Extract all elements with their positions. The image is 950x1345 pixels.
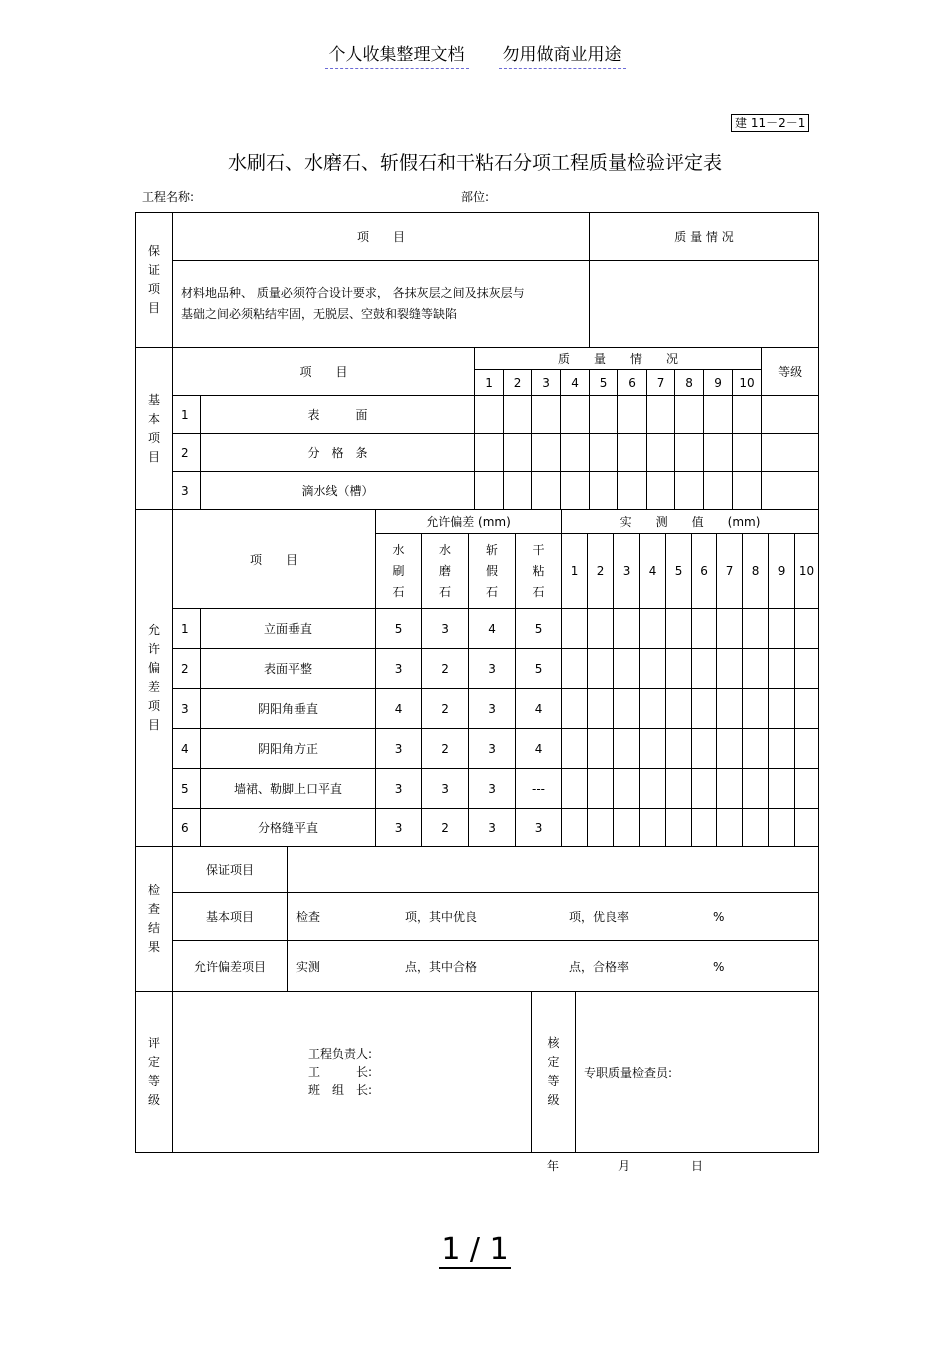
date-day: 日 — [691, 1159, 704, 1173]
check-guarantee-label: 保证项目 — [173, 847, 288, 893]
header-left: 个人收集整理文档 — [325, 45, 469, 69]
basic-item-header: 项 目 — [173, 348, 475, 396]
check-label: 检 查 结 果 — [136, 847, 173, 992]
guarantee-quality-header: 质 量 情 况 — [590, 213, 819, 261]
row-number: 2 — [173, 649, 201, 689]
grade-cell[interactable] — [762, 472, 819, 510]
form-code: 建 11－2－1 — [731, 114, 809, 132]
date-month: 月 — [618, 1159, 631, 1173]
dev-value: 3 — [376, 769, 422, 809]
basic-col-num: 1 — [475, 370, 504, 396]
dev-value: 3 — [469, 729, 516, 769]
basic-label: 基 本 项 目 — [136, 348, 173, 510]
row-number: 3 — [173, 472, 201, 510]
table-row — [136, 649, 819, 689]
row-number: 6 — [173, 809, 201, 847]
table-row — [136, 396, 819, 434]
dev-value: 3 — [469, 649, 516, 689]
dev-value: 5 — [376, 609, 422, 649]
dev-value: 4 — [469, 609, 516, 649]
row-name: 滴水线（槽） — [201, 472, 475, 510]
dev-value: 2 — [422, 729, 469, 769]
dev-value: 2 — [422, 689, 469, 729]
table-row — [136, 609, 819, 649]
row-name: 阴阳角方正 — [201, 729, 376, 769]
guarantee-quality-cell[interactable] — [590, 261, 819, 348]
row-name: 立面垂直 — [201, 609, 376, 649]
dev-value: 3 — [376, 729, 422, 769]
check-basic-result[interactable]: 检查 项，其中优良 项，优良率 % — [288, 893, 819, 941]
dev-value: 4 — [516, 689, 562, 729]
row-name: 表 面 — [201, 396, 475, 434]
dev-value: 3 — [376, 649, 422, 689]
allowance-section — [135, 509, 819, 847]
grade-cell[interactable] — [762, 396, 819, 434]
evaluate-label: 评 定 等 级 — [136, 992, 173, 1153]
dev-value: 2 — [422, 649, 469, 689]
measured-col-num: 3 — [614, 534, 640, 609]
row-name: 阴阳角垂直 — [201, 689, 376, 729]
basic-section — [135, 347, 819, 510]
check-allow-result[interactable]: 实测 点，其中合格 点，合格率 % — [288, 941, 819, 992]
inspector-cell[interactable] — [576, 992, 819, 1153]
basic-col-num: 4 — [561, 370, 590, 396]
page-title: 水刷石、水磨石、斩假石和干粘石分项工程质量检验评定表 — [227, 152, 722, 174]
evaluate-section — [135, 991, 819, 1153]
foreman-label: 工 长: — [308, 1065, 373, 1079]
measured-col-num: 8 — [743, 534, 769, 609]
group-leader-label: 班 组 长: — [308, 1083, 373, 1097]
row-name: 墙裙、勒脚上口平直 — [201, 769, 376, 809]
date-year: 年 — [547, 1159, 560, 1173]
dev-value: 3 — [376, 809, 422, 847]
basic-col-num: 8 — [675, 370, 704, 396]
basic-col-num: 2 — [504, 370, 532, 396]
table-row — [136, 689, 819, 729]
basic-col-num: 3 — [532, 370, 561, 396]
basic-col-num: 9 — [704, 370, 733, 396]
measured-col-num: 7 — [717, 534, 743, 609]
dev-value: 3 — [469, 689, 516, 729]
measured-col-num: 9 — [769, 534, 795, 609]
basic-col-num: 10 — [733, 370, 762, 396]
guarantee-section — [135, 212, 819, 348]
dev-value: 2 — [422, 809, 469, 847]
inspector-label: 专职质量检查员: — [584, 1065, 673, 1080]
basic-grade-header: 等级 — [762, 348, 819, 396]
table-row — [136, 769, 819, 809]
check-guarantee-result[interactable] — [288, 847, 819, 893]
basic-quality-header: 质 量 情 况 — [475, 348, 762, 370]
allowance-item-header: 项 目 — [173, 510, 376, 609]
dev-value: 3 — [422, 609, 469, 649]
dev-value: 5 — [516, 649, 562, 689]
measured-col-num: 10 — [795, 534, 819, 609]
row-name: 分格缝平直 — [201, 809, 376, 847]
guarantee-item-header: 项 目 — [173, 213, 590, 261]
type-shuishua: 水 刷 石 — [376, 534, 422, 609]
type-shuimo: 水 磨 石 — [422, 534, 469, 609]
basic-col-num: 7 — [647, 370, 675, 396]
row-name: 分 格 条 — [201, 434, 475, 472]
guarantee-label: 保 证 项 目 — [136, 213, 173, 348]
table-row — [136, 472, 819, 510]
type-ganzhan: 干 粘 石 — [516, 534, 562, 609]
measured-header: 实 测 值 (mm) — [562, 510, 819, 534]
measured-col-num: 2 — [588, 534, 614, 609]
row-number: 2 — [173, 434, 201, 472]
allowance-label: 允 许 偏 差 项 目 — [136, 510, 173, 847]
row-number: 1 — [173, 396, 201, 434]
check-allow-label: 允许偏差项目 — [173, 941, 288, 992]
table-row — [136, 729, 819, 769]
header-right: 勿用做商业用途 — [499, 45, 626, 69]
guarantee-description: 材料地品种、 质量必须符合设计要求， 各抹灰层之间及抹灰层与 基础之间必须粘结牢固，无脱层、空鼓和裂缝等缺陷 — [173, 261, 590, 348]
measured-col-num: 6 — [692, 534, 717, 609]
dev-value: 3 — [422, 769, 469, 809]
dev-value: 4 — [376, 689, 422, 729]
dev-value: 3 — [469, 809, 516, 847]
table-row — [136, 809, 819, 847]
signatures[interactable] — [173, 992, 532, 1153]
table-row — [136, 434, 819, 472]
type-zhanjia: 斩 假 石 — [469, 534, 516, 609]
check-section — [135, 846, 819, 992]
basic-col-num: 5 — [590, 370, 618, 396]
basic-col-num: 6 — [618, 370, 647, 396]
dev-value: 4 — [516, 729, 562, 769]
row-number: 1 — [173, 609, 201, 649]
row-name: 表面平整 — [201, 649, 376, 689]
measured-col-num: 1 — [562, 534, 588, 609]
location-label: 部位: — [461, 190, 490, 204]
dev-value: 3 — [469, 769, 516, 809]
page-number: 1 / 1 — [441, 1232, 509, 1267]
measured-col-num: 4 — [640, 534, 666, 609]
date-line — [547, 1157, 703, 1174]
project-name-label: 工程名称: — [142, 190, 195, 204]
deviation-header: 允许偏差 (mm) — [376, 510, 562, 534]
row-number: 4 — [173, 729, 201, 769]
row-number: 5 — [173, 769, 201, 809]
page-header — [0, 40, 950, 65]
row-number: 3 — [173, 689, 201, 729]
verify-label: 核 定 等 级 — [532, 992, 576, 1153]
dev-value: 5 — [516, 609, 562, 649]
dev-value: --- — [516, 769, 562, 809]
check-basic-label: 基本项目 — [173, 893, 288, 941]
leader-label: 工程负责人: — [308, 1047, 373, 1061]
measured-col-num: 5 — [666, 534, 692, 609]
grade-cell[interactable] — [762, 434, 819, 472]
dev-value: 3 — [516, 809, 562, 847]
